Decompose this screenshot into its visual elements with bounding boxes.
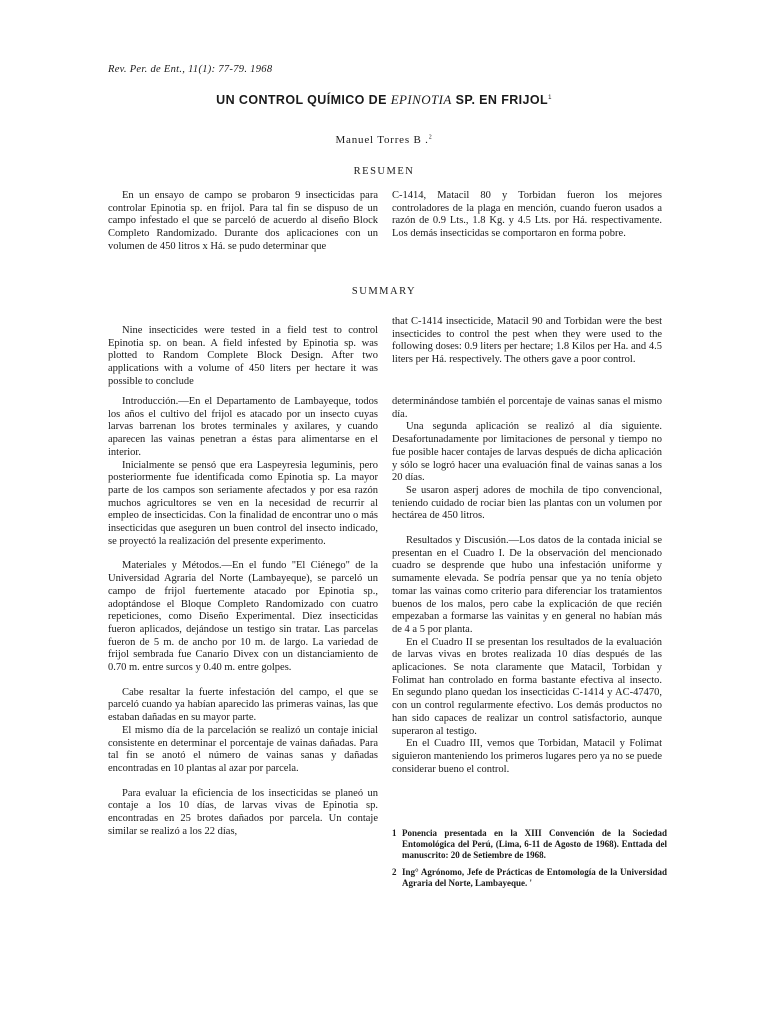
body-paragraph: En el Cuadro III, vemos que Torbidan, Matacil y Folimat siguieron manteniendo los primeros lugares pero ya no se puede considerar bueno el control. xyxy=(392,738,662,775)
resumen-heading: RESUMEN xyxy=(353,166,415,177)
body-paragraph: Inicialmente se pensó que era Laspeyresia leguminis, pero posteriormente fue identificada como Epinotia sp. La mayor parte de los campos son seriamente afectados y por esa razón muchos agricultores se ven en la necesidad de recurrir al empleo de insecticidas. Con la finalidad de encontrar uno o más insecticidas que aseguren un buen control del insecto indicado, se proyectó la realización del presente experimento. xyxy=(108,459,378,547)
body-paragraph: En el Cuadro II se presentan los resultados de la evaluación de larvas vivas en brotes realizada 10 días después de las aplicaciones. Se nota claramente que Matacil, Torbidan y Folimat han controlado en forma bastante efectiva al insecto. En segundo plano quedan los insecticidas C-1414 y AC-47470, con un control regularmente efectivo. Los demás productos no han sido capaces de realizar un control satisfactorio, aunque superaron al testigo. xyxy=(392,636,662,737)
resumen-paragraph-right: C-1414, Matacil 80 y Torbidan fueron los mejores controladores de la plaga en mención, cuando fueron usados a razón de 0.9 Lts., 1.8 Kg. y 4.5 Lts. por Há. respectivamente. Los demás insecticidas se comportaron en forma pobre. xyxy=(392,190,662,240)
body-paragraph: Resultados y Discusión.—Los datos de la contada inicial se presentan en el Cuadro I. De la observación del mencionado cuadro se desprende que hubo una infestación uniforme y sumamente elevada. Se podría pensar que ya no tenía objeto tomar las vainas como criterio para diferenciar los tratamientos buenos de los malos, pero cabe la explicación de que recién empezaban a formarse las vainitas y en general no habían más de 4 a 5 por planta. xyxy=(392,535,662,635)
footnote: 1 Ponencia presentada en la XIII Convención de la Sociedad Entomológica del Perú, (Lima, 6-11 de Agosto de 1968). Enttada del manuscrito: 20 de Setiembre de 1968. xyxy=(392,828,667,860)
body-paragraph: Para evaluar la eficiencia de los insecticidas se planeó un contaje a los 10 días, de larvas vivas de Epinotia sp. encontradas en 25 brotes dañados por parcela. Un contaje similar se realizó a los 22 días, xyxy=(108,787,378,837)
running-header: Rev. Per. de Ent., 11(1): 77-79. 1968 xyxy=(108,64,273,75)
summary-paragraph-right: that C-1414 insecticide, Matacil 90 and Torbidan were the best insecticides to control the pest when they were used to the following doses: 0.9 liters per hectare; 1.8 Kilos per Ha. and 4.5 liters per Há. respectively. The others gave a poor control. xyxy=(392,316,662,366)
body-paragraph: Cabe resaltar la fuerte infestación del campo, el que se parceló cuando ya habían aparecido las primeras vainas, las que estaban dañadas en su mayor parte. xyxy=(108,686,378,724)
resumen-paragraph-left: En un ensayo de campo se probaron 9 insecticidas para controlar Epinotia sp. en frijol. Para tal fin se dispuso de un campo infestado el que se parceló de acuerdo al diseño Block Completo Randomizado. Durante dos aplicaciones con un volumen de 450 litros x Há. se pudo determinar que xyxy=(108,190,378,252)
footnote: 2 Ing° Agrónomo, Jefe de Prácticas de Entomología de la Universidad Agraria del Norte, Lambayeque. ' xyxy=(392,867,667,888)
summary-left-column xyxy=(108,325,378,389)
resumen-left-column xyxy=(108,190,378,254)
body-paragraph: Se usaron asperj adores de mochila de tipo convencional, teniendo cuidado de rociar bien las plantas con un volumen por hectárea de 450 litros. xyxy=(392,484,662,522)
body-paragraph: Una segunda aplicación se realizó al día siguiente. Desafortunadamente por limitaciones de personal y tiempo no fue posible hacer contajes de larvas después de dicha aplicación y sólo se logró hacer una evaluación final de vainas sanas a los 20 días. xyxy=(392,421,662,484)
summary-right-column xyxy=(392,316,662,367)
body-left-column xyxy=(108,396,378,839)
body-paragraph: determinándose también el porcentaje de vainas sanas el mismo día. xyxy=(392,396,662,420)
article-title: UN CONTROL QUÍMICO DE EPINOTIA SP. EN FRIJOL$^1$ xyxy=(216,92,552,107)
resumen-right-column xyxy=(392,190,662,241)
body-paragraph: Materiales y Métodos.—En el fundo "El Ciénego" de la Universidad Agraria del Norte (Lambayeque), se parceló un campo de frijol fuertemente atacado por Epinotia sp., adoptándose el Bloque Completo Randomizado con cuatro repeticiones, como Diseño Experimental. Diez insecticidas fueron aplicados, dejándose un testigo sin tratar. Las parcelas fueron de 5 m. de ancho por 10 m. de largo. La variedad de frijol sembrada fue Canario Divex con un distanciamiento de 0.70 m. entre surcos y 0.40 m. entre golpes. xyxy=(108,560,378,674)
summary-heading: SUMMARY xyxy=(351,286,417,297)
body-paragraph: Introducción.—En el Departamento de Lambayeque, todos los años el cultivo del frijol es atacado por un insecto cuyas larvas barrenan los brotes terminales y axilares, y cuando aparecen las vainas penetran a éstas para alimentarse en el interior. xyxy=(108,396,378,458)
body-right-column xyxy=(392,396,662,776)
footnotes xyxy=(392,828,667,895)
author-line: Manuel Torres B .$^2$ xyxy=(335,134,433,146)
body-paragraph: El mismo día de la parcelación se realizó un contaje inicial consistente en determinar el porcentaje de vainas dañadas. Para tal fin se anotó el número de vainas sanas y dañadas encontradas en 10 plantas al azar por parcela. xyxy=(108,724,378,774)
summary-paragraph-left: Nine insecticides were tested in a field test to control Epinotia sp. on bean. A field infested by Epinotia sp. was plotted to Random Complete Block Design. After two applications with a volume of 450 liters per hectare it was possible to conclude xyxy=(108,325,378,387)
